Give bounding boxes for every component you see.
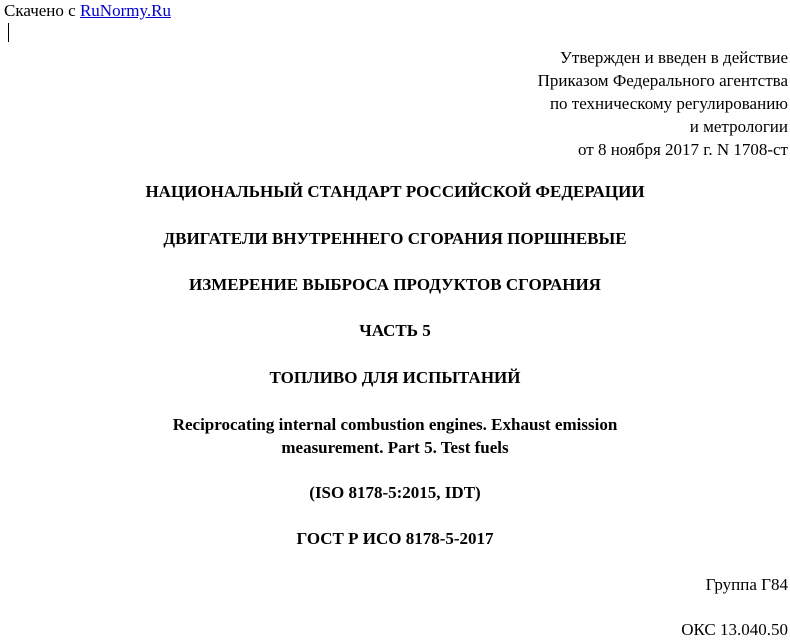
group-code: Группа Г84	[705, 575, 788, 594]
approval-line: по техническому регулированию	[549, 94, 788, 113]
approval-line: Приказом Федерального агентства	[537, 71, 788, 90]
download-prefix: Скачено с	[4, 1, 76, 20]
iso-reference: (ISO 8178-5:2015, IDT)	[309, 483, 481, 502]
english-title-line: measurement. Part 5. Test fuels	[281, 438, 509, 457]
measurement-title: ИЗМЕРЕНИЕ ВЫБРОСА ПРОДУКТОВ СГОРАНИЯ	[189, 275, 601, 294]
text-cursor	[8, 23, 9, 42]
gost-designation: ГОСТ Р ИСО 8178-5-2017	[296, 529, 494, 548]
runormy-link[interactable]: RuNormy.Ru	[79, 1, 171, 20]
download-source-line	[4, 1, 171, 21]
approval-line: Утвержден и введен в действие	[559, 48, 788, 67]
fuel-title: ТОПЛИВО ДЛЯ ИСПЫТАНИЙ	[269, 368, 521, 387]
engines-title: ДВИГАТЕЛИ ВНУТРЕННЕГО СГОРАНИЯ ПОРШНЕВЫЕ	[163, 229, 627, 248]
national-standard-heading: НАЦИОНАЛЬНЫЙ СТАНДАРТ РОССИЙСКОЙ ФЕДЕРАЦИИ	[145, 182, 645, 201]
oks-code: ОКС 13.040.50	[681, 620, 788, 639]
english-title-line: Reciprocating internal combustion engines. Exhaust emission	[172, 415, 618, 434]
approval-line: от 8 ноября 2017 г. N 1708-ст	[578, 140, 788, 159]
english-title	[0, 413, 790, 459]
approval-block	[428, 46, 788, 161]
part-title: ЧАСТЬ 5	[359, 321, 431, 340]
approval-line: и метрологии	[689, 117, 788, 136]
